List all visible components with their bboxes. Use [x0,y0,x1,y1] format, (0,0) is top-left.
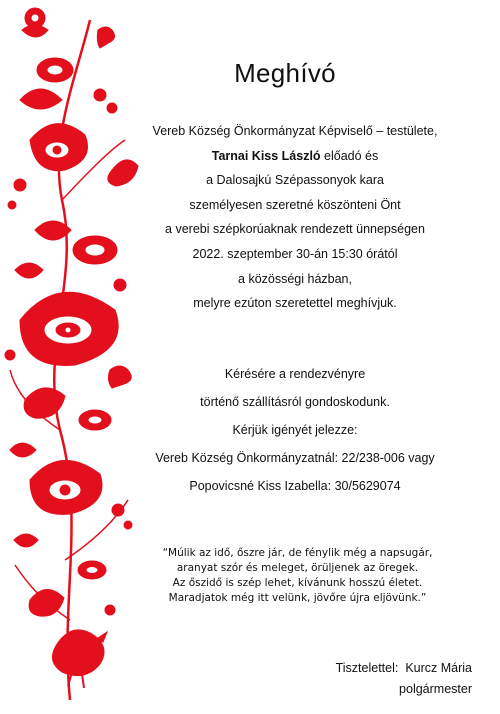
contact-line-3: Kérjük igényét jelezze: [232,423,358,437]
page-title: Meghívó [234,58,336,88]
folk-floral-ornament [0,0,140,714]
signature-block [336,658,472,700]
contact-line-2: történő szállításról gondoskodunk. [200,395,390,409]
event-location: a közösségi házban, [238,271,352,286]
event-datetime: 2022. szeptember 30-án 15:30 órától [192,246,398,261]
body-line-2-rest: előadó és [320,148,379,163]
body-line-1: Vereb Község Önkormányzat Képviselő – testülete, [152,124,438,138]
presenter-name: Tarnai Kiss László [211,148,321,163]
signature-role: polgármester [399,682,472,696]
quote-line-2: aranyat szór és meleget, örüljenek az öregek. [176,562,419,574]
poem-quote [145,546,450,606]
signature-row [336,658,472,679]
contact-phone-person: Popovicsné Kiss Izabella: 30/5629074 [189,479,401,493]
quote-line-1: “Múlik az idő, őszre jár, de fénylik még a napsugár, [162,547,433,559]
signature-name: Kurcz Mária [405,661,472,675]
contact-info [140,360,450,500]
body-line-5: a verebi szépkorúaknak rendezett ünnepségen [165,222,425,237]
body-line-4: személyesen szeretné köszönteni Önt [189,197,401,212]
invitation-body [140,119,450,316]
quote-line-3: Az őszidő is szép lehet, kívánunk hosszú életet. [172,577,423,589]
contact-line-1: Kérésére a rendezvényre [224,367,366,381]
body-line-2 [140,144,450,169]
quote-line-4: Maradjatok még itt velünk, jövőre újra eljövünk.” [168,592,427,604]
contact-phone-office: Vereb Község Önkormányzatnál: 22/238-006 vagy [155,451,435,465]
body-line-8: melyre ezúton szeretettel meghívjuk. [193,296,397,311]
body-line-3: a Dalosajkú Szépassonyok kara [206,173,384,188]
signature-greeting: Tisztelettel: [335,661,399,675]
